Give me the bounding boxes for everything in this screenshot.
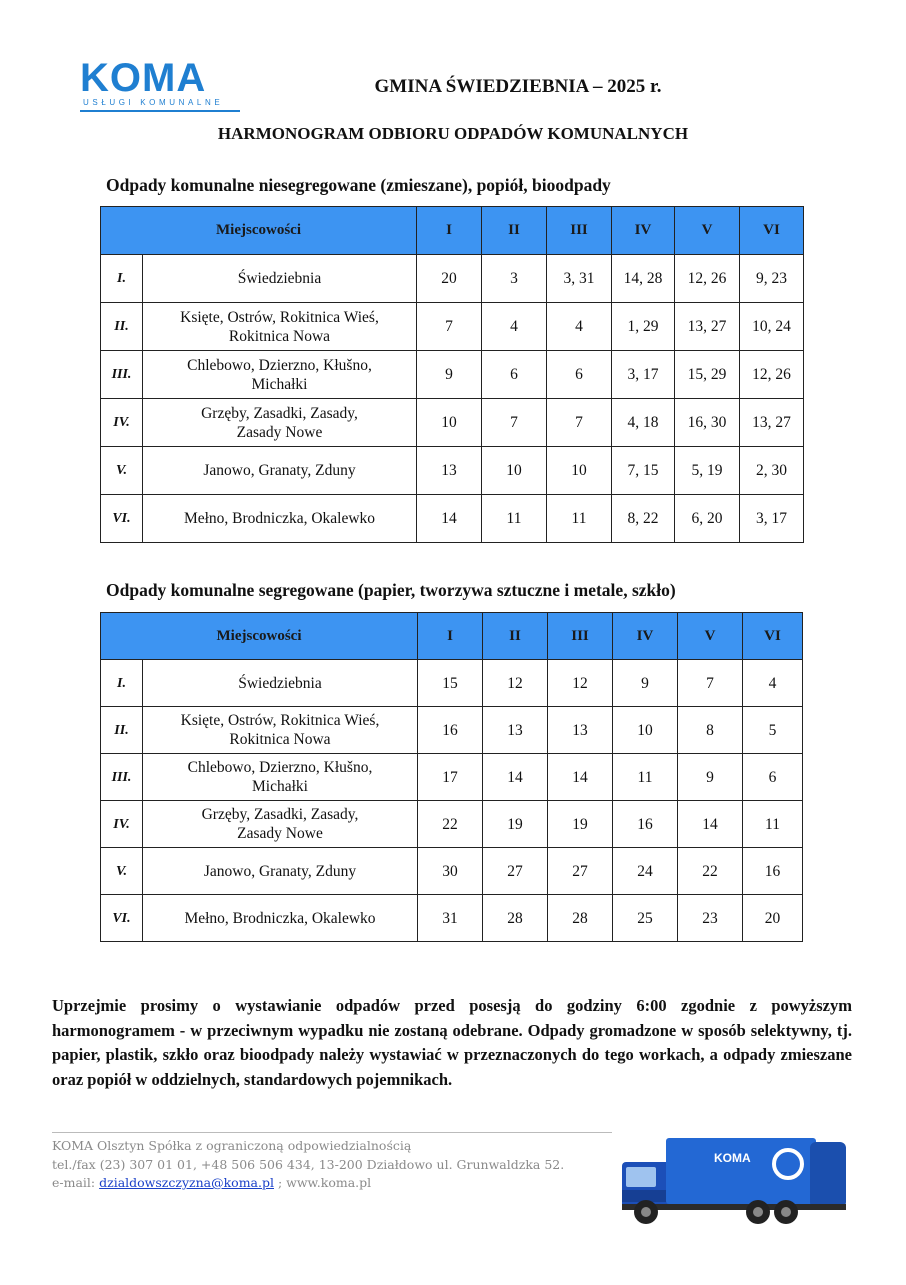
date-cell: 10 xyxy=(417,399,482,447)
place-cell xyxy=(143,801,418,848)
place-cell xyxy=(143,895,418,942)
date-cell: 13 xyxy=(483,707,548,754)
date-cell: 11 xyxy=(547,495,612,543)
date-cell: 3, 31 xyxy=(547,255,612,303)
place-line: Świedziebnia xyxy=(238,674,322,692)
place-line: Świedziebnia xyxy=(237,270,322,287)
page-title: GMINA ŚWIEDZIEBNIA – 2025 r. xyxy=(374,76,662,97)
header-month: IV xyxy=(613,613,678,660)
date-cell: 7 xyxy=(482,399,547,447)
place-line: Grzęby, Zasadki, Zasady, xyxy=(201,404,358,422)
date-cell: 27 xyxy=(548,848,613,895)
date-cell: 24 xyxy=(613,848,678,895)
date-cell: 3 xyxy=(482,255,547,303)
date-cell: 10 xyxy=(613,707,678,754)
table-row xyxy=(101,801,803,848)
table-row xyxy=(101,303,804,351)
row-number: I. xyxy=(101,660,143,707)
date-cell: 6, 20 xyxy=(675,495,740,543)
date-cell: 4 xyxy=(482,303,547,351)
date-cell: 12 xyxy=(548,660,613,707)
header-month: III xyxy=(548,613,613,660)
row-number: I. xyxy=(101,255,143,303)
row-number: III. xyxy=(101,754,143,801)
logo-underline xyxy=(80,110,240,112)
footer-divider xyxy=(52,1132,612,1133)
place-line: Chlebowo, Dzierzno, Kłušno, xyxy=(187,356,372,374)
row-number: VI. xyxy=(101,495,143,543)
header-month: V xyxy=(678,613,743,660)
date-cell: 14 xyxy=(417,495,482,543)
header-month: II xyxy=(482,207,547,255)
date-cell: 12, 26 xyxy=(740,351,804,399)
place-line: Janowo, Granaty, Zduny xyxy=(203,862,357,880)
place-cell xyxy=(143,399,417,447)
date-cell: 6 xyxy=(482,351,547,399)
date-cell: 14, 28 xyxy=(612,255,675,303)
place-line: Zasady Nowe xyxy=(236,423,323,441)
header-month: I xyxy=(417,207,482,255)
date-cell: 16 xyxy=(418,707,483,754)
header-month: IV xyxy=(612,207,675,255)
place-cell xyxy=(143,754,418,801)
date-cell: 6 xyxy=(547,351,612,399)
place-line: Michałki xyxy=(252,778,308,795)
date-cell: 27 xyxy=(483,848,548,895)
date-cell: 9, 23 xyxy=(740,255,804,303)
place-line: Księte, Ostrów, Rokitnica Wieś, xyxy=(180,712,380,729)
collection-notice: Uprzejmie prosimy o wystawianie odpadów przed posesją do godziny 6:00 zgodnie z powyższym harmonogramem - w przeciwnym wypadku nie zostaną odebrane. Odpady gromadzone w sposób selektywny, tj. papier, plastik, szkło oraz bioodpady należy wystawiać w przeznaczonych do tego workach, a odpady zmieszane oraz popiół w oddzielnych, standardowych pojemnikach. xyxy=(52,996,852,1089)
place-line: Janowo, Granaty, Zduny xyxy=(203,462,356,479)
row-number: II. xyxy=(101,303,143,351)
place-cell xyxy=(143,707,418,754)
date-cell: 11 xyxy=(743,801,803,848)
header-places: Miejscowości xyxy=(101,207,417,255)
header-places: Miejscowości xyxy=(101,613,418,660)
date-cell: 4 xyxy=(743,660,803,707)
date-cell: 30 xyxy=(418,848,483,895)
row-number: VI. xyxy=(101,895,143,942)
table-header-row xyxy=(101,207,804,255)
footer-company: KOMA Olsztyn Spółka z ograniczoną odpowiedzialnością xyxy=(52,1138,412,1153)
footer-email-line xyxy=(52,1174,564,1193)
date-cell: 10, 24 xyxy=(740,303,804,351)
table-row xyxy=(101,660,803,707)
garbage-truck-image xyxy=(620,1128,852,1228)
row-number: IV. xyxy=(101,801,143,848)
place-cell xyxy=(143,447,417,495)
place-cell xyxy=(143,848,418,895)
date-cell: 19 xyxy=(483,801,548,848)
table1-title: Odpady komunalne niesegregowane (zmieszane), popiół, bioodpady xyxy=(106,175,611,195)
row-number: IV. xyxy=(101,399,143,447)
date-cell: 8 xyxy=(678,707,743,754)
place-line: Rokitnica Nowa xyxy=(228,327,331,345)
place-cell xyxy=(143,495,417,543)
date-cell: 17 xyxy=(418,754,483,801)
date-cell: 7 xyxy=(678,660,743,707)
place-line: Mełno, Brodniczka, Okalewko xyxy=(184,909,376,927)
logo-subtext: USŁUGI KOMUNALNE xyxy=(83,98,224,107)
footer xyxy=(52,1137,564,1193)
header-month: II xyxy=(483,613,548,660)
header-month: VI xyxy=(743,613,803,660)
place-line: Michałki xyxy=(251,375,308,393)
table2-title: Odpady komunalne segregowane (papier, tworzywa sztuczne i metale, szkło) xyxy=(106,580,676,600)
table-row xyxy=(101,848,803,895)
date-cell: 13, 27 xyxy=(740,399,804,447)
footer-website: ; www.koma.pl xyxy=(274,1175,372,1190)
table-row xyxy=(101,399,804,447)
table-row xyxy=(101,495,804,543)
date-cell: 5 xyxy=(743,707,803,754)
table-row xyxy=(101,351,804,399)
row-number: II. xyxy=(101,707,143,754)
date-cell: 4 xyxy=(547,303,612,351)
date-cell: 15, 29 xyxy=(675,351,740,399)
date-cell: 23 xyxy=(678,895,743,942)
date-cell: 20 xyxy=(743,895,803,942)
date-cell: 7, 15 xyxy=(612,447,675,495)
row-number: V. xyxy=(101,447,143,495)
date-cell: 28 xyxy=(483,895,548,942)
table-row xyxy=(101,447,804,495)
date-cell: 14 xyxy=(483,754,548,801)
table-header-row xyxy=(101,613,803,660)
place-cell xyxy=(143,255,417,303)
place-cell xyxy=(143,351,417,399)
email-link[interactable]: dzialdowszczyzna@koma.pl xyxy=(99,1175,274,1190)
table-row xyxy=(101,754,803,801)
place-cell xyxy=(143,660,418,707)
date-cell: 16 xyxy=(613,801,678,848)
date-cell: 9 xyxy=(678,754,743,801)
date-cell: 14 xyxy=(548,754,613,801)
table-row xyxy=(101,895,803,942)
date-cell: 5, 19 xyxy=(675,447,740,495)
place-line: Grzęby, Zasadki, Zasady, xyxy=(201,806,359,823)
date-cell: 3, 17 xyxy=(612,351,675,399)
logo-text: KOMA xyxy=(80,56,207,100)
date-cell: 22 xyxy=(678,848,743,895)
row-number: III. xyxy=(101,351,143,399)
footer-contact: tel./fax (23) 307 01 01, +48 506 506 434, 13-200 Działdowo ul. Grunwaldzka 52. xyxy=(52,1156,565,1172)
date-cell: 16 xyxy=(743,848,803,895)
date-cell: 1, 29 xyxy=(612,303,675,351)
date-cell: 13 xyxy=(417,447,482,495)
row-number: V. xyxy=(101,848,143,895)
date-cell: 12, 26 xyxy=(675,255,740,303)
schedule-table-segregated xyxy=(100,612,803,942)
schedule-table-mixed xyxy=(100,206,804,543)
date-cell: 16, 30 xyxy=(675,399,740,447)
date-cell: 22 xyxy=(418,801,483,848)
date-cell: 11 xyxy=(482,495,547,543)
footer-email-prefix: e-mail: xyxy=(52,1175,100,1190)
table-row xyxy=(101,707,803,754)
date-cell: 28 xyxy=(548,895,613,942)
date-cell: 20 xyxy=(417,255,482,303)
date-cell: 10 xyxy=(547,447,612,495)
date-cell: 12 xyxy=(483,660,548,707)
date-cell: 11 xyxy=(613,754,678,801)
date-cell: 25 xyxy=(613,895,678,942)
date-cell: 31 xyxy=(418,895,483,942)
place-line: Rokitnica Nowa xyxy=(229,731,331,748)
page-subtitle: HARMONOGRAM ODBIORU ODPADÓW KOMUNALNYCH xyxy=(217,124,689,143)
date-cell: 6 xyxy=(743,754,803,801)
date-cell: 9 xyxy=(613,660,678,707)
date-cell: 10 xyxy=(482,447,547,495)
place-line: Mełno, Brodniczka, Okalewko xyxy=(183,510,376,527)
date-cell: 13 xyxy=(548,707,613,754)
header-month: III xyxy=(547,207,612,255)
date-cell: 7 xyxy=(417,303,482,351)
truck-brand-text: KOMA xyxy=(714,1151,751,1165)
place-cell xyxy=(143,303,417,351)
date-cell: 15 xyxy=(418,660,483,707)
table-row xyxy=(101,255,804,303)
date-cell: 8, 22 xyxy=(612,495,675,543)
date-cell: 4, 18 xyxy=(612,399,675,447)
date-cell: 3, 17 xyxy=(740,495,804,543)
date-cell: 7 xyxy=(547,399,612,447)
date-cell: 14 xyxy=(678,801,743,848)
header-month: VI xyxy=(740,207,804,255)
header-month: I xyxy=(418,613,483,660)
date-cell: 19 xyxy=(548,801,613,848)
place-line: Chlebowo, Dzierzno, Kłušno, xyxy=(187,759,373,776)
place-line: Zasady Nowe xyxy=(237,825,323,842)
date-cell: 13, 27 xyxy=(675,303,740,351)
header-month: V xyxy=(675,207,740,255)
date-cell: 9 xyxy=(417,351,482,399)
place-line: Księte, Ostrów, Rokitnica Wieś, xyxy=(180,308,379,326)
date-cell: 2, 30 xyxy=(740,447,804,495)
